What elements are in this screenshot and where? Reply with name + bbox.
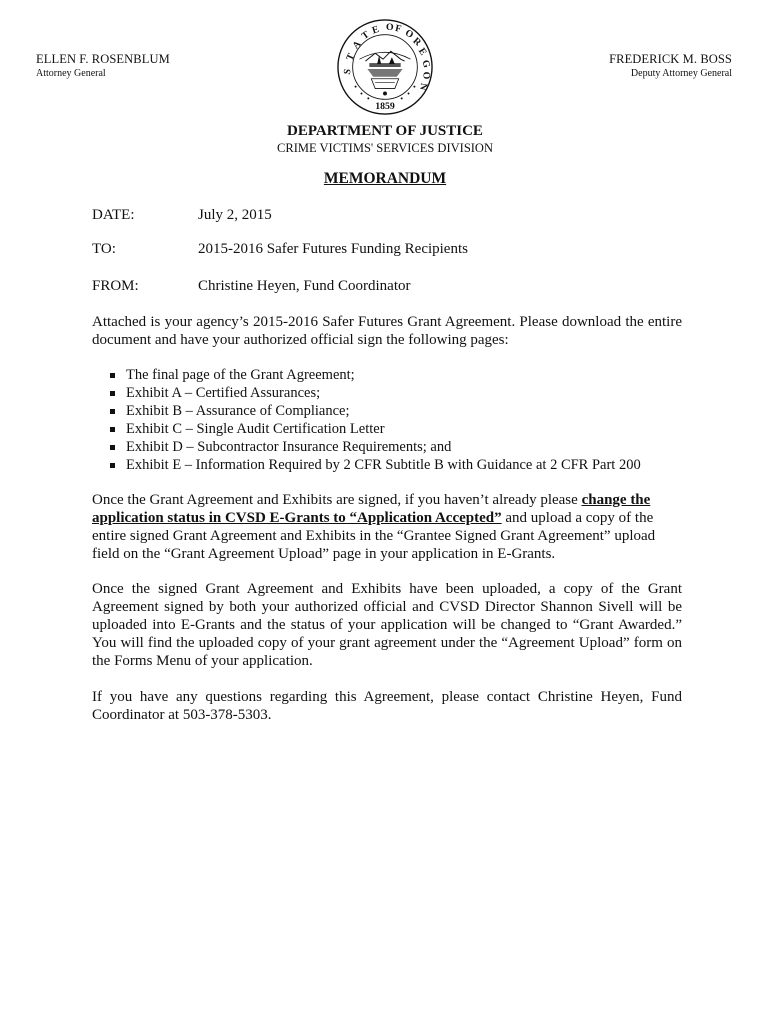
award-process-paragraph: Once the signed Grant Agreement and Exhibits have been uploaded, a copy of the Grant Agreement signed by both your authorized official and CVSD Director Shannon Sivell will be uploaded into E-Grants and the status of your application will be changed to “Grant Awarded.” You will find the uploaded copy of your grant agreement under the “Agreement Upload” form on the Forms Menu of your application. — [92, 581, 682, 669]
svg-text:O: O — [385, 21, 394, 33]
date-label: DATE: — [92, 207, 135, 223]
deputy-attorney-general-name: FREDERICK M. BOSS — [609, 52, 732, 66]
from-value: Christine Heyen, Fund Coordinator — [198, 278, 411, 294]
list-item: Exhibit C – Single Audit Certification Letter — [108, 420, 641, 438]
department-heading — [0, 123, 770, 156]
list-item: Exhibit A – Certified Assurances; — [108, 384, 641, 402]
svg-text:A: A — [350, 38, 364, 52]
date-field — [92, 206, 272, 224]
to-label: TO: — [92, 241, 116, 257]
to-field — [92, 240, 468, 258]
list-item: Exhibit D – Subcontractor Insurance Requirements; and — [108, 438, 641, 456]
attorney-general-title: Attorney General — [36, 68, 106, 79]
memo-title: MEMORANDUM — [323, 170, 447, 187]
svg-text:E: E — [415, 46, 429, 58]
svg-text:T: T — [359, 29, 372, 43]
list-item: The final page of the Grant Agreement; — [108, 366, 641, 384]
svg-text:S: S — [341, 68, 354, 76]
status-change-instruction: change the application status in CVSD E-Grants to “Application Accepted” — [92, 492, 651, 526]
upload-instructions-paragraph — [92, 491, 682, 563]
upload-instructions-start: Once the Grant Agreement and Exhibits are signed, if you haven’t already please — [92, 492, 582, 508]
svg-text:F: F — [394, 22, 403, 35]
deputy-attorney-general-title: Deputy Attorney General — [630, 68, 732, 79]
from-field — [92, 277, 410, 295]
intro-paragraph: Attached is your agency’s 2015-2016 Safer Futures Grant Agreement. Please download the entire document and have your authorized official sign the following pages: — [92, 314, 682, 348]
attorney-general-name: ELLEN F. ROSENBLUM — [36, 52, 170, 66]
svg-text:1859: 1859 — [375, 101, 395, 113]
date-value: July 2, 2015 — [198, 207, 272, 223]
svg-text:E: E — [370, 24, 381, 37]
svg-text:O: O — [403, 27, 416, 41]
header-right — [609, 52, 732, 80]
header-left — [36, 52, 170, 80]
svg-text:R: R — [410, 35, 424, 49]
svg-text:G: G — [419, 58, 433, 70]
contact-paragraph: If you have any questions regarding this Agreement, please contact Christine Heyen, Fund Coordinator at 503-378-5303. — [92, 689, 682, 723]
list-item: Exhibit B – Assurance of Compliance; — [108, 402, 641, 420]
department-name: DEPARTMENT OF JUSTICE — [287, 123, 483, 139]
upload-instructions-end: and upload a copy of the entire signed Grant Agreement and Exhibits in the “Grantee Signed Grant Agreement” upload field on the “Grant Agreement Upload” page in your application in E-Grants. — [92, 510, 656, 562]
oregon-state-seal-icon — [336, 18, 434, 116]
division-name: CRIME VICTIMS' SERVICES DIVISION — [277, 141, 493, 155]
to-value: 2015-2016 Safer Futures Funding Recipients — [198, 241, 468, 257]
signature-pages-list — [108, 366, 641, 474]
from-label: FROM: — [92, 278, 139, 294]
svg-text:N: N — [417, 82, 430, 92]
list-item: Exhibit E – Information Required by 2 CFR Subtitle B with Guidance at 2 CFR Part 200 — [108, 456, 641, 474]
svg-text:T: T — [344, 51, 358, 63]
svg-text:O: O — [420, 71, 432, 80]
